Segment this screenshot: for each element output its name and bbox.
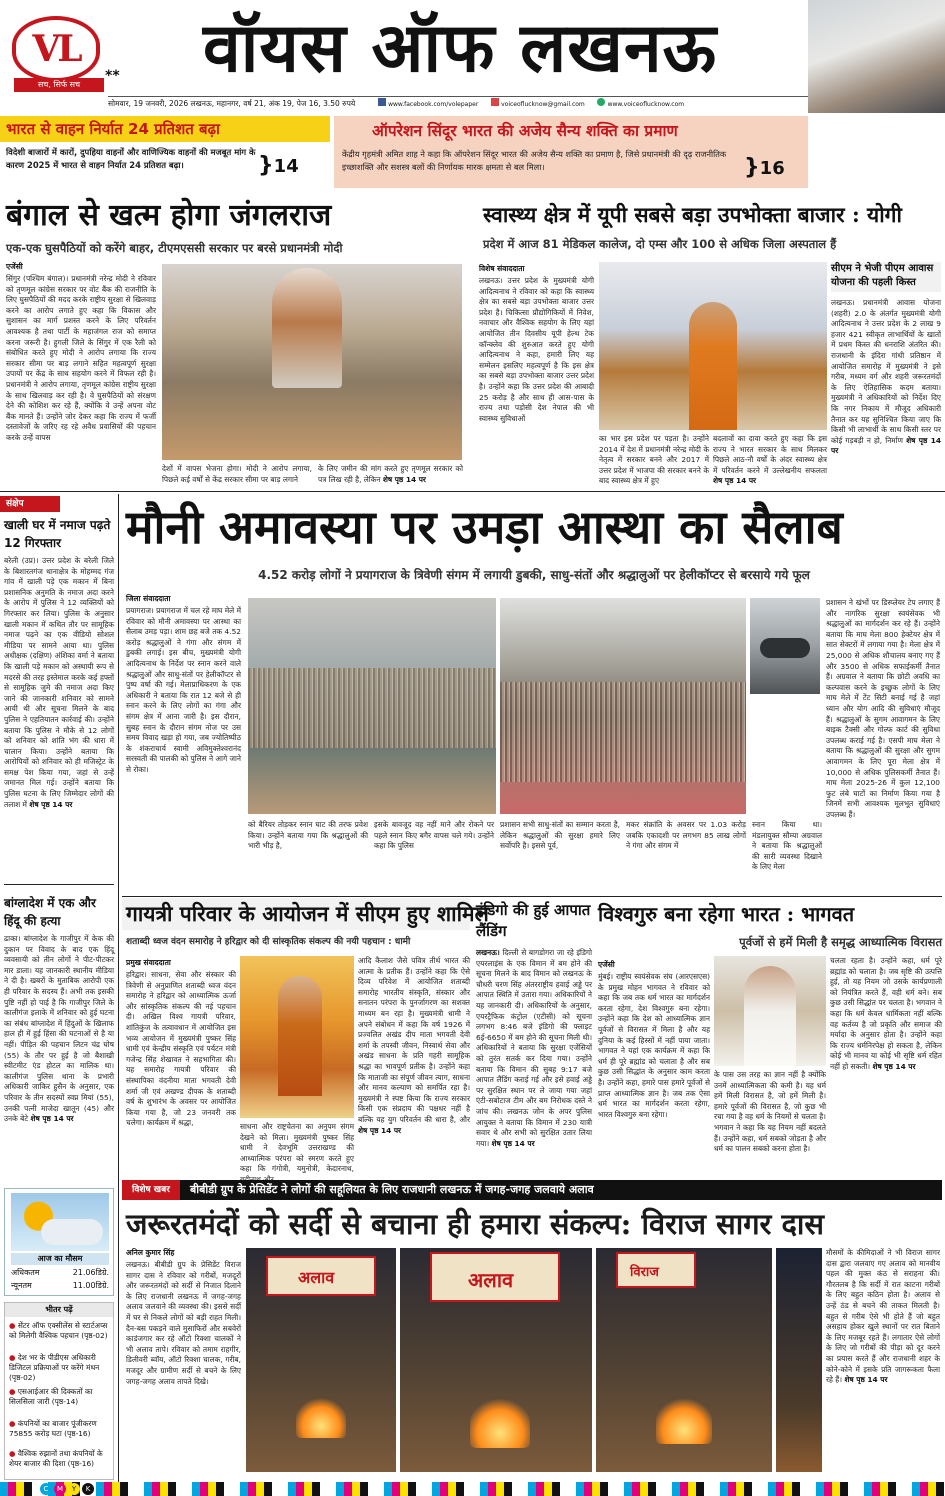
story6-banner-2	[430, 1252, 560, 1302]
lead-headline: मौनी अमावस्या पर उमड़ा आस्था का सैलाब	[126, 500, 843, 554]
story4-more[interactable]: शेष पृष्ठ 14 पर	[491, 1138, 535, 1148]
facebook-icon	[378, 98, 386, 106]
story6-photo-2	[400, 1248, 592, 1472]
lead-photo-helicopter	[750, 598, 820, 694]
story4-body	[476, 948, 592, 1174]
cloud-icon	[41, 1219, 103, 1245]
story6-kicker-head: बीबीडी ग्रुप के प्रेसिडेंट ने लोगों की सहूलियत के लिए राजधानी लखनऊ में जगह-जगह जलवाये अलाव	[189, 1183, 594, 1196]
teaser1-headline: भारत से वाहन निर्यात 24 प्रतिशत बढ़ा	[0, 116, 330, 142]
brief2-body	[4, 934, 114, 1180]
story1-col2: देशों में वापस भेजना होगा। मोदी ने आरोप लगाया, पिछले कई वर्षों से केंद्र सरकार सीमा पर बाड़ लगाने	[162, 464, 312, 484]
index-item-5[interactable]	[9, 1449, 111, 1479]
story2-col1: लखनऊ। उत्तर प्रदेश के मुख्यमंत्री योगी आदित्यनाथ ने रविवार को कहा कि स्वास्थ्य क्षेत्र का सबसे बड़ा उपभोक्ता बाजार उत्तर प्रदेश है। चिकित्सा प्रौद्योगिकियों में निवेश, नवाचार और वैश्विक सहयोग के लिए यहां आयोजित तीन दिवसीय यूपी हेल्थ टेक कॉन्क्लेव की शुरुआत करते हुए योगी आदित्यनाथ ने कहा, हमारी लिए यह सम्मेलन इसलिए महत्वपूर्ण है कि इस क्षेत्र का सबसे बड़ा उपभोक्ता बाजार उत्तर प्रदेश है। उन्होंने कहा कि उत्तर प्रदेश की आबादी 25 करोड़ है और साथ ही आस-पास के राज्य तथा पड़ोसी देश नेपाल की भी स्वास्थ्य सुविधाओं	[479, 276, 594, 423]
cmyk-c: C	[40, 1483, 52, 1495]
story6-banner-3	[616, 1252, 696, 1288]
story2-photo	[599, 262, 827, 430]
brief2-headline: बांग्लादेश में एक और हिंदू की हत्या	[4, 896, 96, 928]
teaser2-body: केंद्रीय गृहमंत्री अमित शाह ने कहा कि ऑपरेशन सिंदूर भारत की अजेय सैन्य शक्ति का प्रमाण है, जिसे प्रधानमंत्री की दृढ़ राजनीतिक इच्छाशक्ति और सशस्त्र बलों की निर्णायक मारक क्षमता से बल मिला।	[342, 149, 727, 172]
story2-col2: का भार इस प्रदेश पर पड़ता है। उन्होंने 2014 में देश में प्रधानमंत्री नरेन्द्र मोदी के नेतृत्व में सरकार बनने और 2017 में उत्तर प्रदेश में भाजपा की सरकार बनने के बाद स्वास्थ्य क्षेत्र में हुए	[599, 434, 709, 486]
fire-icon	[470, 1398, 530, 1448]
story2-sub: प्रदेश में आज 81 मेडिकल कालेज, दो एम्स और 100 से अधिक जिला अस्पताल हैं	[483, 237, 837, 251]
story-bengal[interactable]	[0, 196, 467, 488]
story6-kicker-bar	[122, 1180, 942, 1200]
teaser-vehicle-exports[interactable]	[0, 116, 330, 188]
index-title: भीतर पढ़ें	[5, 1303, 113, 1317]
bullet-icon: ●	[9, 1321, 18, 1330]
lead-source: जिला संवाददाता	[126, 594, 171, 603]
lead-photo-2	[500, 598, 746, 814]
story3-col1: हरिद्वार। साधना, सेवा और संस्कार की त्रिवेणी से अनुप्राणित शताब्दी ध्वज वंदन समारोह ने हरिद्वार को आध्यात्मिक ऊर्जा और सांस्कृतिक संकल्प की नई पहचान दी। अखिल विश्व गायत्री परिवार, शांतिकुंज के तत्वावधान में आयोजित इस भव्य आयोजन में मुख्यमंत्री पुष्कर सिंह धामी एवं केन्द्रीय संस्कृति एवं पर्यटन मंत्री गजेन्द्र सिंह शेखावत ने सहभागिता की। यह समारोह गायत्री परिवार की संस्थापिका वंदनीया माता भगवती देवी शर्मा जी एवं अखण्ड दीपक के शताब्दी वर्ष के शुभारंभ के अवसर पर आयोजित किया गया है, जो 23 जनवरी तक चलेगा। कार्यक्रम में श्रद्धा,	[126, 970, 236, 1128]
pm-awas-box[interactable]	[831, 262, 941, 486]
story4-body-text: दिल्ली से बागडोगरा जा रहे इंडिगो एयरलाइंस के एक विमान में बम होने की सूचना मिलने के बाद विमान को लखनऊ के चौधरी चरण सिंह अंतरराष्ट्रीय हवाई अड्डे पर आपात स्थिति में उतारा गया। अधिकारियों ने यह जानकारी दी। अधिकारियों के अनुसार, एयरट्रैफिक कंट्रोल (एटीसी) को सूचना लगभग 8:46 बजे इंडिगो की फ्लाइट 6ई-6650 में बम होने की सूचना मिली थी। अधिकारियों ने बताया कि सुरक्षा एजेंसियों को तुरंत सतर्क कर दिया गया। उन्होंने बताया कि विमान की सुबह 9:17 बजे आपात लैंडिंग कराई गई और इसे हवाई अड्डे पर सुरक्षित स्थान पर ले जाया गया जहां एंटी-सबोटाज टीम और बम निरोधक दस्ते ने जांच की। लखनऊ जोन के अपर पुलिस आयुक्त ने बताया कि विमान में 230 यात्री सवार थे और सभी को सुरक्षित उतार लिया गया।	[476, 948, 592, 1148]
divider-mid	[122, 896, 942, 897]
index-item-4-text: कंपनियों का बाजार पूंजीकरण 75855 करोड़ घटा (पृष्ठ-16)	[9, 1419, 97, 1438]
story1-photo	[162, 264, 462, 460]
story3-more[interactable]: शेष पृष्ठ 14 पर	[358, 1125, 402, 1135]
weather-min-label: न्यूनतम	[11, 1281, 32, 1290]
facebook-link[interactable]: www.facebook.com/volepaper	[388, 101, 479, 108]
sidebar-divider	[118, 494, 119, 1484]
lead-story[interactable]	[122, 494, 942, 894]
story6-col1: लखनऊ। बीबीडी ग्रुप के प्रेसिडेंट विराज सागर दास ने रविवार को गरीबों, मजदूरों और जरूरतमंदों को सर्दी से निजात दिलाने के लिए राजधानी लखनऊ में जगह-जगह अलाव जलवाने की व्यवस्था की। इससे सर्दी में घर से निकले लोगों को बड़ी राहत मिली। दैन-बस पकड़ने वाले मुसाफिरों और सबवेरों काडंजगार कर रहे ऑटो रिक्शा चालकों ने भी अलाव तापे। रविवार को तमाम राहगीर, डिलीवरी ब्वॉय, ऑटो रिक्शा चालक, गरीब, मजदूर और ग्रामीण सर्दी से बचने के लिए जगह-जगह अलाव तापते दिखे।	[126, 1260, 241, 1386]
story5-photo	[714, 956, 826, 1066]
email-icon	[491, 98, 499, 106]
weather-icon	[11, 1193, 109, 1251]
story5-sub: पूर्वजों से हमें मिली है समृद्ध आध्यात्मिक विरासत	[739, 935, 942, 949]
teaser1-body: विदेशी बाजारों में कारों, दुपहिया वाहनों और वाणिज्यिक वाहनों की मजबूत मांग के कारण 2025 में भारत से वाहन निर्यात 24 प्रतिशत बढ़ा।	[6, 147, 256, 170]
teaser2-page-number: 16	[759, 158, 785, 179]
story-indigo[interactable]	[474, 898, 592, 1176]
story3-photo	[240, 956, 354, 1118]
story3-source: प्रमुख संवाददाता	[126, 958, 171, 967]
story1-col1: सिंगुर (पश्चिम बंगाल)। प्रधानमंत्री नरेन्द्र मोदी ने रविवार को तृणमूल कांग्रेस सरकार पर वोट बैंक की राजनीति के लिए घुसपैठियों की मदद करके राष्ट्रीय सुरक्षा से खिलवाड़ करने का आरोप लगाते हुए कहा कि विकास और सुशासन का मार्ग प्रशस्त करने के लिए परिवर्तन आवश्यक है तथा पार्टी के महाजंगल राज को समाप्त करना जरूरी है। हुगली जिले के सिंगुर में एक रैली को संबोधित करते हुए मोदी ने आरोप लगाया कि राज्य सरकार सीमा पर बाड़ लगाने सहित महत्वपूर्ण सुरक्षा उपायों पर केंद्र के साथ सहयोग करने में विफल रही है। प्रधानमंत्री ने आरोप लगाया, तृणमूल कांग्रेस राष्ट्रीय सुरक्षा के साथ खिलवाड़ कर रही है। वे घुसपैठियों को संरक्षण देने की कोशिश कर रहे हैं, क्योंकि वे उन्हें अपना वोट बैंक मानते हैं। उन्होंने जोर देकर कहा कि राज्य में फर्जी दस्तावेजों के जरिए रह रहे अवैध प्रवासियों की पहचान करके उन्हें वापस	[6, 274, 156, 442]
lead-photo-2-crowd	[500, 682, 746, 782]
box1-body-text: लखनऊ। प्रधानमंत्री आवास योजना (शहरी) 2.0 के अंतर्गत मुख्यमंत्री योगी आदित्यनाथ ने उत्तर प्रदेश के 2 लाख 9 हजार 421 स्वीकृत लाभार्थियों के खातों में प्रथम किस्त की धनराशि अंतरित की। राजधानी के इंदिरा गांधी प्रतिष्ठान में आयोजित समारोह में मुख्यमंत्री ने इसे गरीब, मध्यम वर्ग और शहरी जरूरतमंदों के लिए ऐतिहासिक कदम बताया। मुख्यमंत्री ने अधिकारियों को निर्देश दिए कि नगर निकाय में मौजूद अधिकारी तैनात कर यह सुनिश्चित किया जाए कि किसी भी लाभार्थी के साथ किसी स्तर पर कोई गड़बड़ी न हो, निर्माण	[831, 298, 941, 445]
story6-kicker: विशेष खबर	[122, 1180, 180, 1200]
weather-max-label: अधिकतम	[11, 1268, 40, 1277]
story4-headline: इंडिगो की हुई आपात लैंडिंग	[476, 901, 591, 940]
story1-source: एजेंसी	[6, 262, 23, 271]
lead-col2: को बैरियर तोड़कर स्नान घाट की तरफ प्रवेश किया। उन्होंने बताया गया कि श्रद्धालुओं की भारी भीड़ है,	[248, 820, 368, 851]
lead-col1: प्रयागराज। प्रयागराज में चल रहे माघ मेले में रविवार को मौनी अमावस्या पर आस्था का सैलाब उमड़ पड़ा। शाम छह बजे तक 4.52 करोड़ श्रद्धालुओं ने गंगा और संगम में डुबकी लगाई। इस बीच, मुख्यमंत्री योगी आदित्यनाथ के निर्देश पर स्नान करने वाले श्रद्धालुओं और साधु-संतों पर हेलीकॉप्टर से पुष्प वर्षा की गई। मेलाप्राधिकरण के एक अधिकारी ने बताया कि रात 12 बजे से ही स्नान करने के लिए लोगों का गंगा और संगम क्षेत्र में आना जारी है। इस दौरान, सुबह स्नान के दौरान संगम नोज पर उस समय विवाद खड़ा हो गया, जब ज्योतिष्पीठ के शंकराचार्य स्वामी अविमुक्तेश्वरानंद सरस्वती की पालकी को पुलिस ने आगे जाने से रोका।	[126, 606, 241, 774]
index-item-4[interactable]	[9, 1419, 111, 1449]
index-item-2-text: देश भर के पीडीएस अधिकारी डिजिटल प्रक्रियाओं पर करेंगे मंथन (पृष्ठ-02)	[9, 1353, 100, 1382]
teaser2-headline: ऑपरेशन सिंदूर भारत की अजेय सैन्य शक्ति का प्रमाण	[372, 122, 678, 140]
teaser1-page-number: 14	[273, 156, 299, 177]
weather-box	[4, 1188, 114, 1296]
index-item-1-text: सेंटर ऑफ एक्सीलेंस से स्टार्टअप्स को मिलेगी वैश्विक पहचान (पृष्ठ-02)	[9, 1321, 108, 1340]
box1-headline: सीएम ने भेजी पीएम आवास योजना की पहली किस्त	[831, 262, 941, 292]
box1-more[interactable]: शेष पृष्ठ 14 पर	[831, 435, 942, 456]
weather-title: आज का मौसम	[11, 1253, 109, 1265]
masthead	[0, 0, 945, 113]
index-item-3-text: एसआईआर की दिक्कतों का सिलसिला जारी (पृष्ठ-14)	[9, 1387, 93, 1406]
story6-photo-1	[246, 1248, 396, 1472]
helicopter-icon	[760, 638, 810, 658]
lead-col3: इसके बावजूद वह नहीं माने और रोकने पर पहले स्नान किए बगैर वापस चले गये। उन्होंने कहा कि पुलिस	[374, 820, 494, 851]
story3-headline: गायत्री परिवार के आयोजन में सीएम हुए शामिल	[122, 898, 470, 930]
dateline: सोमवार, 19 जनवरी, 2026 लखनऊ, महानगर, वर्ष 21, अंक 19, पेज 16, 3.50 रुपये	[108, 99, 356, 108]
story5-source: एजेंसी	[598, 960, 615, 969]
divider-top	[0, 491, 945, 492]
index-box	[4, 1302, 114, 1480]
story1-col3	[318, 464, 463, 486]
story6-photo-3	[596, 1248, 772, 1472]
logo	[12, 16, 100, 82]
fire-icon	[656, 1398, 712, 1444]
story5-more[interactable]: शेष पृष्ठ 14 पर	[872, 1061, 916, 1071]
story6-photo-4	[776, 1248, 822, 1472]
brief-label: संक्षेप	[0, 496, 60, 512]
cmyk-y: Y	[68, 1483, 80, 1495]
story6-col2-text: मौसमों के कीमिदाओं ने भी विराज सागर दास द्वारा जलवाए गए अलाव को मानवीय पहल की मुक्त कंठ से सराहना की। गौरतलब है कि सर्दी में रात काटना गरीबों के लिए बहुत कठिन होता है। अलाव से उन्हें ठंड से बचने की ताकत मिलती है। बहुत से गरीब ऐसे भी होते हैं जो बहुत असहाय होकर खुले स्थानों पर रात बिताने के लिए मजबूर रहते हैं। लगातार ऐसे लोगों के लिए जो गरीबों की पीड़ा को दूर करने का प्रयास करते हैं और राजधानी शहर के कोने-कोने में इसके प्रति जागरूकता फैला रहे हैं।	[826, 1248, 940, 1385]
globe-icon	[597, 98, 605, 106]
email-link[interactable]: voiceoflucknow@gmail.com	[501, 101, 585, 108]
story3-col3-text: आदि कैलाश जैसे पवित्र तीर्थ भारत की आत्मा के प्रतीक हैं। उन्होंने कहा कि ऐसे दिव्य परिवेश में आयोजित शताब्दी समारोह भारतीय संस्कृति, संस्कार और सनातन परंपरा के पुनर्जागरण का सशक्त माध्यम बन रहा है। मुख्यमंत्री धामी ने अपने संबोधन में कहा कि वर्ष 1926 में प्रज्वलित अखंड दीप माता भगवती देवी शर्मा के तपस्वी जीवन, निस्वार्थ सेवा और अखंड साधना के प्रति गहरी सामूहिक श्रद्धा का भावपूर्ण प्रतीक है। उन्होंने कहा कि माताजी का संपूर्ण जीवन त्याग, साधना और मानव कल्याण को समर्पित रहा है। मुख्यमंत्री ने स्पष्ट किया कि राज्य सरकार किसी एक संप्रदाय की पक्षधर नहीं है बल्कि यह युग परिवर्तन की धारा है, और	[358, 956, 470, 1124]
story3-col3	[358, 956, 470, 1174]
weather-min	[11, 1280, 109, 1292]
story5-col3	[830, 956, 942, 1174]
weather-min-value: 11.00डिग्रे.	[72, 1281, 109, 1290]
logo-letters: VL	[32, 28, 80, 70]
index-item-5-text: वैश्विक रुझानों तथा कंपनियों के शेयर बाजार की दिशा (पृष्ठ-16)	[9, 1449, 103, 1468]
story1-more[interactable]: शेष पृष्ठ 14 पर	[382, 474, 426, 484]
masthead-portrait	[808, 0, 945, 113]
bullet-icon: ●	[9, 1449, 18, 1458]
story1-col3-text: के लिए जमीन की मांग करते हुए तृणमूल सरकार को पत्र लिख रही है, लेकिन	[318, 464, 463, 484]
divider-brief	[4, 884, 114, 885]
teaser-operation-sindoor[interactable]	[334, 116, 808, 188]
index-item-3[interactable]	[9, 1387, 111, 1417]
lead-sub: 4.52 करोड़ लोगों ने प्रयागराज के त्रिवेणी संगम में लगायी डुबकी, साधु-संतों और श्रद्धालुओं पर हेलीकॉप्टर से बरसाये गये फूल	[258, 568, 810, 582]
story6-banner-1	[266, 1256, 376, 1296]
story5-col3-text: चलता रहता है। उन्होंने कहा, धर्म पूरे ब्रह्मांड को चलाता है। जब सृष्टि की उत्पत्ति हुई, तो यह नियम जो उसके कार्यप्रणाली को नियंत्रित करते हैं, वही धर्म बने। सब कुछ उसी सिद्धांत पर चलता है। भगवान ने कहा कि धर्म केवल धार्मिकता नहीं बल्कि वह कर्तव्य है जो प्रकृति और समाज की मर्यादा के अनुसार होता है। उन्होंने कहा कि राज्य धर्मनिरपेक्ष हो सकता है, लेकिन कोई भी मानव या कोई भी सृष्टि धर्म रहित नहीं हो सकती।	[830, 956, 942, 1071]
index-item-2[interactable]	[9, 1353, 111, 1383]
story6-source: अनिल कुमार सिंह	[126, 1248, 175, 1257]
weather-max	[11, 1267, 109, 1279]
lead-col5: मकर संक्रांति के अवसर पर 1.03 करोड़ जबकि एकादशी पर लगभग 85 लाख लोगों ने गंगा और संगम में	[626, 820, 746, 851]
story6-headline: जरूरतमंदों को सर्दी से बचाना ही हमारा संकल्प: विराज सागर दास	[126, 1207, 825, 1241]
story1-photo-figure	[272, 268, 342, 388]
index-item-1[interactable]	[9, 1321, 111, 1351]
story2-more[interactable]: शेष पृष्ठ 14 पर	[713, 476, 757, 486]
story2-headline: स्वास्थ्य क्षेत्र में यूपी सबसे बड़ा उपभोक्ता बाजार : योगी	[483, 202, 902, 227]
brief2-more[interactable]: शेष पृष्ठ 14 पर	[30, 1114, 74, 1124]
lead-photo-1-crowd	[248, 668, 496, 748]
website-link[interactable]: www.voiceoflucknow.com	[607, 101, 685, 108]
story3-col2: साधना और राष्ट्रचेतना का अनुपम संगम देखने को मिला। मुख्यमंत्री पुष्कर सिंह धामी ने देवभूमि उत्तराखण्ड की आध्यात्मिक परंपरा को स्मरण करते हुए कहा कि गंगोत्री, यमुनोत्री, केदारनाथ,	[240, 1122, 354, 1174]
lead-photo-1	[248, 598, 496, 814]
banner-1-text: अलाव	[298, 1268, 335, 1287]
bullet-icon: ●	[9, 1387, 18, 1396]
story4-source: लखनऊ।	[476, 948, 500, 957]
story2-col3-text: बदलावों का दावा करते हुए कहा कि इस राज्य ने भारत सरकार के साथ मिलकर पिछले आठ-नौ वर्षों के अंदर स्वास्थ्य क्षेत्र में परिवर्तन करने में उल्लेखनीय सफलता	[713, 434, 827, 475]
cmyk-k: K	[82, 1483, 94, 1495]
story1-headline: बंगाल से खत्म होगा जंगलराज	[6, 198, 332, 233]
banner-3-text: विराज	[630, 1265, 659, 1280]
story3-photo-figure	[278, 976, 322, 1096]
story6-col2	[826, 1248, 940, 1472]
cmyk-m: M	[54, 1483, 66, 1495]
story5-col1: मुंबई। राष्ट्रीय स्वयंसेवक संघ (आरएसएस) के प्रमुख मोहन भागवत ने रविवार को कहा कि जब तक धर्म भारत का मार्गदर्शन करता रहेगा, देश विश्वगुरु बना रहेगा। उन्होंने कहा कि देश को आध्यात्मिक ज्ञान पूर्वजों से विरासत में मिला है और यह दुनिया के कई हिस्सों में नहीं पाया जाता। भागवत ने यहां एक कार्यक्रम में कहा कि धर्म ही पूरे ब्रह्मांड को चलाता है और सब कुछ उसी सिद्धांत के अनुसार काम करता है। उन्होंने कहा, हमारे पास हमारे पूर्वजों से प्राप्त आध्यात्मिक ज्ञान है। जब तक ऐसा धर्म भारत का मार्गदर्शन करता रहेगा, भारत विश्वगुरु बना रहेगा।	[598, 972, 710, 1119]
lead-col6: स्नान किया था। मंडलायुक्त सौम्या अग्रवाल ने बताया कि श्रद्धालुओं की सारी व्यवस्था दिखाने के लिए मेला	[752, 820, 822, 872]
masthead-title: वॉयस ऑफ लखनऊ	[202, 8, 718, 88]
story-bbd-bonfire[interactable]	[122, 1180, 942, 1480]
story5-col2: के पास उस तरह का ज्ञान नहीं है क्योंकि उनमें आध्यात्मिकता की कमी है। यह धर्म हमें मिली विरासत है, जो हमें मिली है। हमारे पूर्वजों की विरासत है, जो कुछ भी रचा गया है वह धर्म के नियमों से चलता है। भगवान ने कहा कि यह नियम नहीं बदलते हैं। उन्होंने कहा, धर्म सबको जोड़ता है और धर्म का पालन सबको करना होता है।	[714, 1070, 826, 1154]
brief1-headline: खाली घर में नमाज पढ़ते 12 गिरफ्तार	[4, 518, 111, 550]
masthead-stars: **	[105, 68, 120, 84]
brief1-body	[4, 556, 114, 882]
brief2-body-text: ढाका। बांग्लादेश के गाजीपुर में केक की दुकान पर विवाद के बाद एक हिंदू व्यवसायी को तीन लोगों ने पीट-पीटकर मार डाला। यह जानकारी स्थानीय मीडिया ने दी है। खबरों के मुताबिक आरोपी एक ही परिवार के सदस्य हैं। अभी तक इसकी पुष्टि नहीं हो पाई है कि गाजीपुर जिले के कालीगंज इलाके में शनिवार को हुई घटना का संबंध बांग्लादेश में हिंदुओं के खिलाफ हाल ही में हुई हिंसा की घटनाओं से है या नहीं। पीड़ित की पहचान लिटन चंद्र घोष (55) के तौर पर हुई है जो बैशाखी स्वीटमीट एंड होटल का मालिक था। कालीगंज पुलिस थाना के प्रभारी अधिकारी जाकिर हुसैन के अनुसार, एक परिवार के तीन सदस्यों स्वप्न मियां (55), उनकी पत्नी माजेदा खातून (45) और उनके बेटे	[4, 934, 114, 1124]
box1-body	[831, 298, 941, 486]
brief1-body-text: बरेली (उप्र)। उत्तर प्रदेश के बरेली जिले के बिशारतगंज थानाक्षेत्र के मोहम्मद गंज गांव में खाली पड़े एक मकान में बिना प्रशासनिक अनुमति के नमाज अदा करने के आरोप में पुलिस ने 12 व्यक्तियों को गिरफ्तार कर लिया। पुलिस के अनुसार खाली मकान में कथित तौर पर सामूहिक नमाज पढ़ने का एक वीडियो सोशल मीडिया पर सामने आया था। पुलिस अधीक्षक (दक्षिण) अंशिका वर्मा ने बताया कि खाली पड़े मकान को अस्थायी रूप से मदरसे की तरह इस्तेमाल करके कई हफ्तों से सामूहिक जुमे की नमाज अदा किए जाने की जानकारी शनिवार को सामने आयी थी और सूचना मिलने के बाद पुलिस ने एहतियातन कार्रवाई की। उन्होंने बताया कि पुलिस ने मौके से 12 लोगों को शनिवार को शांति भंग की धारा में चालान किया। उन्होंने बताया कि आरोपियों को शनिवार को ही मजिस्ट्रेट के समक्ष पेश किया गया, जहां से उन्हें जमानत मिल गई। उन्होंने बताया कि पुलिस घटना के लिए जिम्मेदार लोगों की तलाश में	[4, 556, 114, 809]
fire-icon	[296, 1398, 346, 1438]
left-sidebar	[0, 494, 116, 1484]
story1-sub: एक-एक घुसपैठियों को करेंगे बाहर, टीएमएससी सरकार पर बरसे प्रधानमंत्री मोदी	[6, 241, 343, 255]
bullet-icon: ●	[9, 1353, 18, 1362]
footer-register-bar	[0, 1482, 945, 1496]
teaser2-page: }16	[744, 155, 785, 180]
story2-photo-figure	[689, 302, 737, 430]
brief1-more[interactable]: शेष पृष्ठ 14 पर	[29, 799, 73, 809]
lead-col7: प्रशासन ने खंभों पर डिस्प्लेयर टेप लगाए हैं और नागरिक सुरक्षा स्वयंसेवक भी श्रद्धालुओं का मार्गदर्शन कर रहे हैं। उन्होंने बताया कि माघ मेला 800 हेक्टेयर क्षेत्र में सात सेक्टरों में लगाया गया है। मेला क्षेत्र में 25,000 से अधिक शौचालय बनाए गए हैं और 3500 से अधिक सफाईकर्मी तैनात हैं। अग्रवाल ने बताया कि छोटी अवधि का कल्पवास करने के इच्छुक लोगों के लिए माघ मेले में टेंट सिटी बनाई गई है जहां ध्यान और योग आदि की सुविधाएं मौजूद हैं। श्रद्धालुओं के सुगम आवागमन के लिए बाइक टैक्सी और गोल्फ कार्ट की सुविधा उपलब्ध कराई गई है। एसपी माघ मेला ने बताया कि श्रद्धालुओं की सुरक्षा और सुगम आवागमन के लिए पूरा मेला क्षेत्र में 10,000 से अधिक पुलिसकर्मी तैनात हैं। माघ मेला 2025-26 में कुल 12,100 फुट लंबे घाटों का निर्माण किया गया है जिनमें सभी आवश्यक मूलभूत सुविधाएं उपलब्ध हैं।	[826, 598, 940, 819]
story2-col3	[713, 434, 827, 486]
banner-2-text: अलाव	[468, 1268, 514, 1292]
teaser1-page: }14	[258, 153, 299, 178]
story5-headline: विश्वगुरु बना रहेगा भारत : भागवत	[598, 902, 855, 926]
story5-photo-figure	[744, 966, 796, 1066]
tagline: सच, सिर्फ सच	[14, 78, 104, 92]
weather-max-value: 21.06डिग्रे.	[72, 1268, 109, 1277]
story-health-market[interactable]	[473, 196, 941, 488]
story6-more[interactable]: शेष पृष्ठ 14 पर	[844, 1375, 888, 1385]
bullet-icon: ●	[9, 1419, 18, 1428]
story-bhagwat[interactable]	[596, 898, 942, 1176]
story2-source: विशेष संवाददाता	[479, 264, 525, 273]
dateline-bar	[108, 96, 808, 110]
story3-sub: शताब्दी ध्वज वंदन समारोह ने हरिद्वार को दी सांस्कृतिक संकल्प की नयी पहचान : धामी	[126, 937, 411, 947]
lead-col4: प्रशासन सभी साधु-संतों का सम्मान करता है, लेकिन श्रद्धालुओं की सुरक्षा हमारे लिए सर्वोपरि है। इससे पूर्व,	[500, 820, 620, 851]
